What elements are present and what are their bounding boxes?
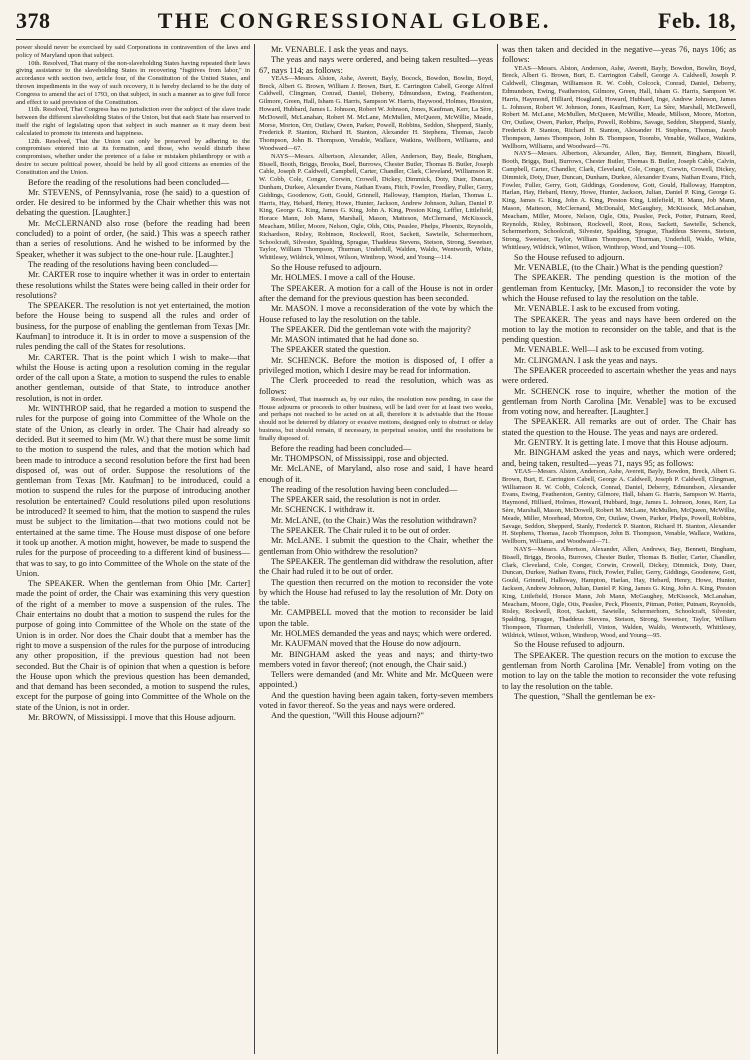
paragraph: Mr. McLANE, (to the Chair.) Was the resolution withdrawn? <box>270 514 477 525</box>
paragraph: Before the reading of the resolutions had been concluded— <box>28 176 230 187</box>
paragraph: So the House refused to adjourn. <box>513 251 625 262</box>
paragraph: The reading of the resolution having been concluded— <box>270 483 458 494</box>
text-column-1 <box>16 44 250 1054</box>
paragraph: The SPEAKER stated the question. <box>270 344 391 355</box>
paragraph: Before the reading had been concluded— <box>270 442 412 453</box>
text-column-2 <box>259 44 493 1054</box>
paragraph: So the House refused to adjourn. <box>270 262 382 273</box>
paragraph: YEAS—Messrs. Alston, Anderson, Ashe, Averett, Bayly, Bowdon, Breck, Albert G. Brown, Burt, E. Carrington Cabell, George A. Caldwell, Joseph P. Caldwell, Clingman, Williamson R. W. Cobb, Colcock, Conrad, Daniel, Deberry, Edmundson, Alexander Evans, Ewing, Featherston, Gentry, Gilmore, Hall, Isham G. Harris, Sampson W. Harris, Haymond, Hilliard, Holmes, Howard, Hubbard, Inge, James L. Johnson, Jones, Kerr, La Sère, Marshall, Mason, McDowell, Robert M. McLane, McMullen, McQueen, McWillie, Meade, Miller, Moorhead, Morton, Orr, Outlaw, Owen, Parker, Phelps, Powell, Robbins, Savage, Seddon, Shepperd, Stanly, Frederick P. Stanton, Richard H. Stanton, Alexander H. Stephens, Thomas, Jacob Thompson, John B. Thompson, Venable, Wallace, Watkins, Wellborn, Williams, and Woodward—71. <box>501 467 736 546</box>
paragraph: And the question, "Will this House adjourn?" <box>270 710 424 721</box>
paragraph: Mr. SCHENCK. I withdraw it. <box>270 504 375 515</box>
paragraph: Mr. BINGHAM asked the yeas and nays, which were ordered; and, being taken, resulted—yeas 71, nays 95; as follows: <box>501 447 736 468</box>
paragraph: The SPEAKER. Did the gentleman vote with the majority? <box>270 323 471 334</box>
paragraph: Mr. GENTRY. It is getting late. I move that this House adjourn. <box>513 437 729 448</box>
paragraph: The question then recurred on the motion to reconsider the vote by which the House had refused to lay the resolution of Mr. Doty on the table. <box>258 576 493 608</box>
page-header <box>16 0 736 40</box>
paragraph: The reading of the resolutions having been concluded— <box>28 258 218 269</box>
paragraph: 11th. Resolved, That Congress has no jurisdiction over the subject of the slave trade between the different slaveholding States of the Union, but that each State has reserved to itself the right of legislating upon that subject in such manner as it may deem best calculated to promote its interests and happiness. <box>16 106 251 137</box>
page-number: 378 <box>16 8 51 33</box>
paragraph: The SPEAKER. The Chair ruled it to be out of order. <box>270 525 451 536</box>
paragraph: The SPEAKER. The resolution is not yet entertained, the motion before the House being to suspend all the rules and order of business, for the purpose of enabling the gentleman from Texas [Mr. Kaufman] to introduce it. It is in order to move a suspension of the rules pending the call of the States for resolutions. <box>16 300 251 352</box>
paragraph: The yeas and nays were ordered, and being taken resulted—yeas 67, nays 114; as follows: <box>258 54 493 75</box>
paragraph: The question, "Shall the gentleman be ex- <box>513 690 656 701</box>
text-column-3 <box>502 44 736 1054</box>
paragraph: Mr. McLANE, of Maryland, also rose and said, I have heard enough of it. <box>258 463 493 484</box>
paragraph: Resolved, That inasmuch as, by our rules, the resolution now pending, in case the House adjourns or proceeds to other business, will be laid over for at least two weeks, and perhaps not reached to be acted on at all, therefore it is advisable that the House should not be deterred by dilatory or evasive motions, designed only to obstruct or delay business, but should remain, if necessary, in perpetual session, until the resolutions be finally disposed of. <box>258 395 493 442</box>
paragraph: The SPEAKER. The question recurs on the motion to excuse the gentleman from North Carolina [Mr. Venable] from voting on the motion to lay on the table the motion to reconsider the vote refusing to lay the resolution on the table. <box>501 649 736 691</box>
paragraph: Tellers were demanded (and Mr. White and Mr. McQueen were appointed.) <box>258 669 493 690</box>
paragraph: Mr. CLINGMAN. I ask the yeas and nays. <box>513 354 658 365</box>
paragraph: Mr. CARTER rose to inquire whether it was in order to entertain these resolutions whilst the States were being called in their order for resolutions? <box>16 269 251 300</box>
paragraph: 12th. Resolved, That the Union can only be preserved by adhering to the compromises entered into at its formation, and those, who would disturb these compromises, whether under the pretence of a false or mistaken philanthropy or with a desire to secure political power, should be held by all good citizens as enemies of the Constitution and the Union. <box>16 137 251 176</box>
paragraph: Mr. MASON intimated that he had done so. <box>270 334 419 345</box>
paragraph: Mr. CAMPBELL moved that the motion to reconsider be laid upon the table. <box>258 607 493 628</box>
paragraph: Mr. VENABLE. I ask to be excused from voting. <box>513 303 680 314</box>
paragraph: And the question having been again taken, forty-seven members voted in favor thereof. So the yeas and nays were ordered. <box>258 689 493 711</box>
issue-date: Feb. 18, <box>658 8 736 33</box>
paragraph: Mr. HOLMES. I move a call of the House. <box>270 272 416 283</box>
paragraph: Mr. McCLERNAND also rose (before the reading had been concluded) to a point of order, (he said.) This was a speech rather than a series of resolutions. And he wished to be informed by the Speaker, whether it was subject to the one-hour rule. [Laughter.] <box>16 217 251 259</box>
paragraph: NAYS—Messrs. Albertson, Alexander, Allen, Anderson, Bay, Beale, Bingham, Bissell, Booth, Briggs, Brooks, Buel, Burrows, Chester Butler, Thomas B. Butler, Joseph Cable, Joseph P. Caldwell, Campbell, Carter, Chandler, Clark, Cleveland, Williamson R. W. Cobb, Cole, Conger, Corwin, Crowell, Dickey, Dimmick, Doty, Duer, Duncan, Dunham, Durkee, Alexander Evans, Nathan Evans, Fitch, Fowler, Freedley, Fuller, Gerry, Giddings, Goodenow, Gott, Gould, Grinnell, Halloway, Hampton, Harlan, Thomas L. Harris, Hay, Hebard, Henry, Howe, Hunter, Jackson, Andrew Johnson, Julian, Daniel P. King, George G. King, James G. King, John A. King, Preston King, Leffler, Littlefield, Horace Mann, Job Mann, Marshall, Mason, Matteson, McClernand, McKissock, Meacham, Miller, Moore, Nelson, Ogle, Olds, Otis, Peaslee, Phelps, Phoenix, Reynolds, Richardson, Risley, Robinson, Rockwell, Root, Sackett, Sawtelle, Schermerhorn, Schoolcraft, Silvester, Spalding, Sprague, Thaddeus Stevens, Stetson, Strong, Sweetser, Taylor, William Thompson, Thurman, Underhill, Walden, Waldo, Wentworth, White, Whittlesey, Wildrick, Wilmot, Wilson, Winthrop, Wood, and Young—114. <box>258 152 493 262</box>
paragraph: Mr. BINGHAM asked the yeas and nays; and thirty-two members voted in favor thereof; (not enough, the Chair said.) <box>258 648 493 669</box>
paragraph: YEAS—Messrs. Alston, Ashe, Averett, Bayly, Bocock, Bowdon, Bowlin, Boyd, Breck, Albert G. Brown, William J. Brown, Burt, E. Carrington Cabell, George Alfred Caldwell, Clingman, Conrad, Daniel, Deberry, Edmundson, Ewing, Featherston, Gilmore, Green, Hall, Isham G. Harris, Sampson W. Harris, Haywood, Holmes, Houston, Howard, Hubbard, James L. Johnson, Robert W. Johnson, Jones, Kaufman, Kerr, La Sère, McDowell, McLanahan, Robert M. McLane, McMullen, McQueen, McWillie, Meade, Morse, Morton, Orr, Outlaw, Owen, Parker, Powell, Robbins, Seddon, Shepperd, Stanly, Frederick P. Stanton, Richard H. Stanton, Alexander H. Stephens, Thomas, Jacob Thompson, John B. Thompson, Venable, Wallace, Watkins, Wellborn, Williams, and Woodward—67. <box>258 74 493 153</box>
paragraph: Mr. SCHENCK rose to inquire, whether the motion of the gentleman from North Carolina [Mr. Venable] was to be excused from voting now, and hereafter. [Laughter.] <box>501 385 736 417</box>
paragraph: Mr. MASON. I move a reconsideration of the vote by which the House refused to lay the resolution on the table. <box>258 303 493 324</box>
paragraph: The SPEAKER proceeded to ascertain whether the yeas and nays were ordered. <box>501 364 736 386</box>
paragraph: The SPEAKER. The gentleman did withdraw the resolution, after the Chair had ruled it to be out of order. <box>258 555 493 577</box>
paragraph: The SPEAKER. All remarks are out of order. The Chair has stated the question to the House. The yeas and nays are ordered. <box>501 416 736 437</box>
text-columns <box>16 40 736 1054</box>
column-divider <box>497 44 498 1054</box>
paragraph: The SPEAKER said, the resolution is not in order. <box>270 494 441 505</box>
paragraph: Mr. SCHENCK. Before the motion is disposed of, I offer a privileged motion, which I desire may be read for information. <box>258 354 493 375</box>
paragraph: Mr. VENABLE. I ask the yeas and nays. <box>270 44 409 54</box>
paragraph: Mr. KAUFMAN moved that the House do now adjourn. <box>270 638 461 649</box>
paragraph: So the House refused to adjourn. <box>513 639 625 650</box>
paragraph: The SPEAKER. A motion for a call of the House is not in order after the demand for the previous question has been seconded. <box>258 282 493 303</box>
paragraph: The SPEAKER. The pending question is the motion of the gentleman from Kentucky, [Mr. Mason,] to reconsider the vote by which the House refused to lay the resolution on the table. <box>501 272 736 303</box>
paragraph: Mr. VENABLE. Well—I ask to be excused from voting. <box>513 344 704 355</box>
paragraph: was then taken and decided in the negative—yeas 76, nays 106; as follows: <box>501 44 736 65</box>
paragraph: Mr. BROWN, of Mississippi. I move that this House adjourn. <box>28 711 236 722</box>
paragraph: The Clerk proceeded to read the resolution, which was as follows: <box>258 375 493 396</box>
paragraph: The SPEAKER. When the gentleman from Ohio [Mr. Carter] made the point of order, the Chair was examining this very question of the right of a member to move a suspension of the rules. The Chair entertains no doubt that a motion to suspend the rules for the purpose of going into Committee of the Whole on the state of the Union is in order. Nor does the Chair doubt that a member has the right to move a suspension of the rules for the purpose of introducing any other proposition, if the previous question had not been seconded. But the Chair is of opinion that when a question is before the House upon which the previous question has been demanded, and that demand has been seconded, a motion to suspend the rules, except for the purpose of going into Committee of the Whole on the state of the Union, is not in order. <box>16 578 251 712</box>
paragraph: Mr. McLANE. I submit the question to the Chair, whether the gentleman from Ohio withdrew the resolution? <box>258 535 493 556</box>
publication-title: THE CONGRESSIONAL GLOBE. <box>157 8 551 33</box>
paragraph: Mr. WINTHROP said, that he regarded a motion to suspend the rules for the purpose of going into Committee of the Whole on the state of the Union, as clearly in order. The Chair had already so decided. But it seemed to him (Mr. W.) that there must be some limit to the motion to suspend the rules, and that the motion which had been made to introduce a second resolution before the first had been disposed of, was out of order. Suppose the resolutions of the gentleman from Texas [Mr. Kaufman] to be introduced, could a motion to suspend the rules for the purpose of introducing another resolution be entertained? Could resolutions piled upon resolutions be introduced? It seemed to him, that the motion to suspend the rules must be subject to the limitation—that two motions could not be entertained at the same time. The House must dispose of one before it took up another. A motion might, however, be made to suspend the rules for the purpose of proceeding to a different kind of business—that was to say, to go into Committee of the Whole on the state of the Union. <box>16 403 251 578</box>
paragraph: YEAS—Messrs. Alston, Anderson, Ashe, Averett, Bayly, Bowdon, Bowlin, Boyd, Breck, Albert G. Brown, Burt, E. Carrington Cabell, George A. Caldwell, Joseph P. Caldwell, Clingman, Williamson R. W. Cobb, Colcock, Conrad, Daniel, Deberry, Edmundson, Ewing, Featherston, Gilmore, Green, Hall, Isham G. Harris, Sampson W. Harris, Haymond, Hilliard, Hoagland, Howard, Hubbard, Inge, Andrew Johnson, James L. Johnson, Robert W. Johnson, Jones, Kaufman, Kerr, La Sère, Marshall, McDowell, Robert M. McLane, McMullen, McQueen, McWillie, Meade, Millson, Moore, Morton, Orr, Outlaw, Owen, Parker, Phelps, Powell, Robbins, Savage, Seddon, Shepperd, Stanly, Frederick P. Stanton, Richard H. Stanton, Alexander H. Stephens, Thomas, Jacob Thompson, James Thompson, John B. Thompson, Toombs, Venable, Wallace, Watkins, Wellborn, Williams, and Woodward—76. <box>501 64 736 150</box>
paragraph: power should never be exercised by said Corporations in contravention of the laws and policy of Maryland upon that subject. <box>16 44 251 59</box>
paragraph: Mr. THOMPSON, of Mississippi, rose and objected. <box>270 452 449 463</box>
paragraph: Mr. HOLMES demanded the yeas and nays; which were ordered. <box>270 628 492 638</box>
paragraph: The SPEAKER. The yeas and nays have been ordered on the motion to lay the motion to reconsider on the table, and that is the pending question. <box>501 313 736 345</box>
paragraph: Mr. STEVENS, of Pennsylvania, rose (he said) to a question of order. He desired to be informed by the Chair whether this was not debating the question. [Laughter.] <box>16 186 251 218</box>
paragraph: 10th. Resolved, That many of the non-slaveholding States having repeated their laws giving assistance to the slaveholding States in recovering "fugitives from labor," in accordance with section two, article four, of the Constitution of the United States, and thrown impediments in the way of such recovery, it is hereby declared to be the duty of Congress to amend the act of 1793, on that subject, in such a manner as to give full force and effect to said provision of the Constitution. <box>16 59 251 106</box>
paragraph: Mr. VENABLE, (to the Chair.) What is the pending question? <box>513 262 723 273</box>
column-divider <box>254 44 255 1054</box>
paragraph: NAYS—Messrs. Albertson, Alexander, Allen, Andrews, Bay, Bennett, Bingham, Bissell, Briggs, Brooks, Burrows, Chester Butler, Thomas B. Butler, Carter, Chandler, Clark, Cleveland, Cole, Conger, Corwin, Crowell, Dickey, Dimmick, Doty, Duer, Duncan, Durkee, Nathan Evans, Fitch, Fowler, Fuller, Gerry, Giddings, Goodenow, Gott, Gould, Grinnell, Halloway, Hampton, Harlan, Hay, Hebard, Henry, Howe, Hunter, Jackson, Andrew Johnson, Julian, Daniel P. King, James G. King, John A. King, Preston King, Littlefield, Horace Mann, Job Mann, McGaughey, McKissock, McLanahan, Meacham, Moore, Ogle, Otis, Peaslee, Peck, Phoenix, Pitman, Potter, Putnam, Reynolds, Risley, Rockwell, Root, Sackett, Sawtelle, Schermerhorn, Schoolcraft, Silvester, Spalding, Sprague, Thaddeus Stevens, Stetson, Strong, Sweetser, Taylor, William Thompson, Thurman, Underhill, Vinton, Walden, Waldo, Wentworth, Whittlesey, Wildrick, Wilmot, Wilson, Winthrop, Wood, and Young—95. <box>501 545 736 639</box>
paragraph: NAYS—Messrs. Albertson, Alexander, Allen, Bay, Bennett, Bingham, Bissell, Booth, Briggs, Buel, Burrows, Chester Butler, Thomas B. Butler, Joseph Cable, Calvin, Campbell, Carter, Chandler, Clark, Cleveland, Cole, Conger, Corwin, Crowell, Dickey, Dimmick, Doty, Duer, Duncan, Dunham, Durkee, Alexander Evans, Nathan Evans, Fitch, Fowler, Fuller, Gerry, Gott, Giddings, Goodenow, Gott, Gould, Halloway, Hampton, Harlan, Hay, Hebard, Henry, Howe, Hunter, Jackson, Julian, Daniel P. King, George G. King, James G. King, John A. King, Preston King, Littlefield, H. Mann, Job Mann, Mason, Matteson, McClernand, McDonald, McGaughey, McKissock, McLanahan, Meacham, Miller, Moore, Nelson, Ogle, Otis, Peaslee, Peck, Potter, Putnam, Reed, Reynolds, Risley, Robinson, Rockwell, Root, Ross, Sackett, Sawtelle, Schenck, Schermerhorn, Schoolcraft, Silvester, Spalding, Sprague, Thaddeus Stevens, Stetson, Strong, Sweetser, Taylor, William Thompson, Thurman, Underhill, Waldo, White, Whittlesey, Wildrick, Wilmot, Wilson, Winthrop, Wood, and Young—106. <box>501 150 736 251</box>
paragraph: Mr. CARTER. That is the point which I wish to make—that whilst the House is acting upon a resolution coming in the regular order of the call upon a State, a motion to suspend the rules to enable another gentleman, outside of that State, to introduce another resolution, is not in order. <box>16 351 251 403</box>
